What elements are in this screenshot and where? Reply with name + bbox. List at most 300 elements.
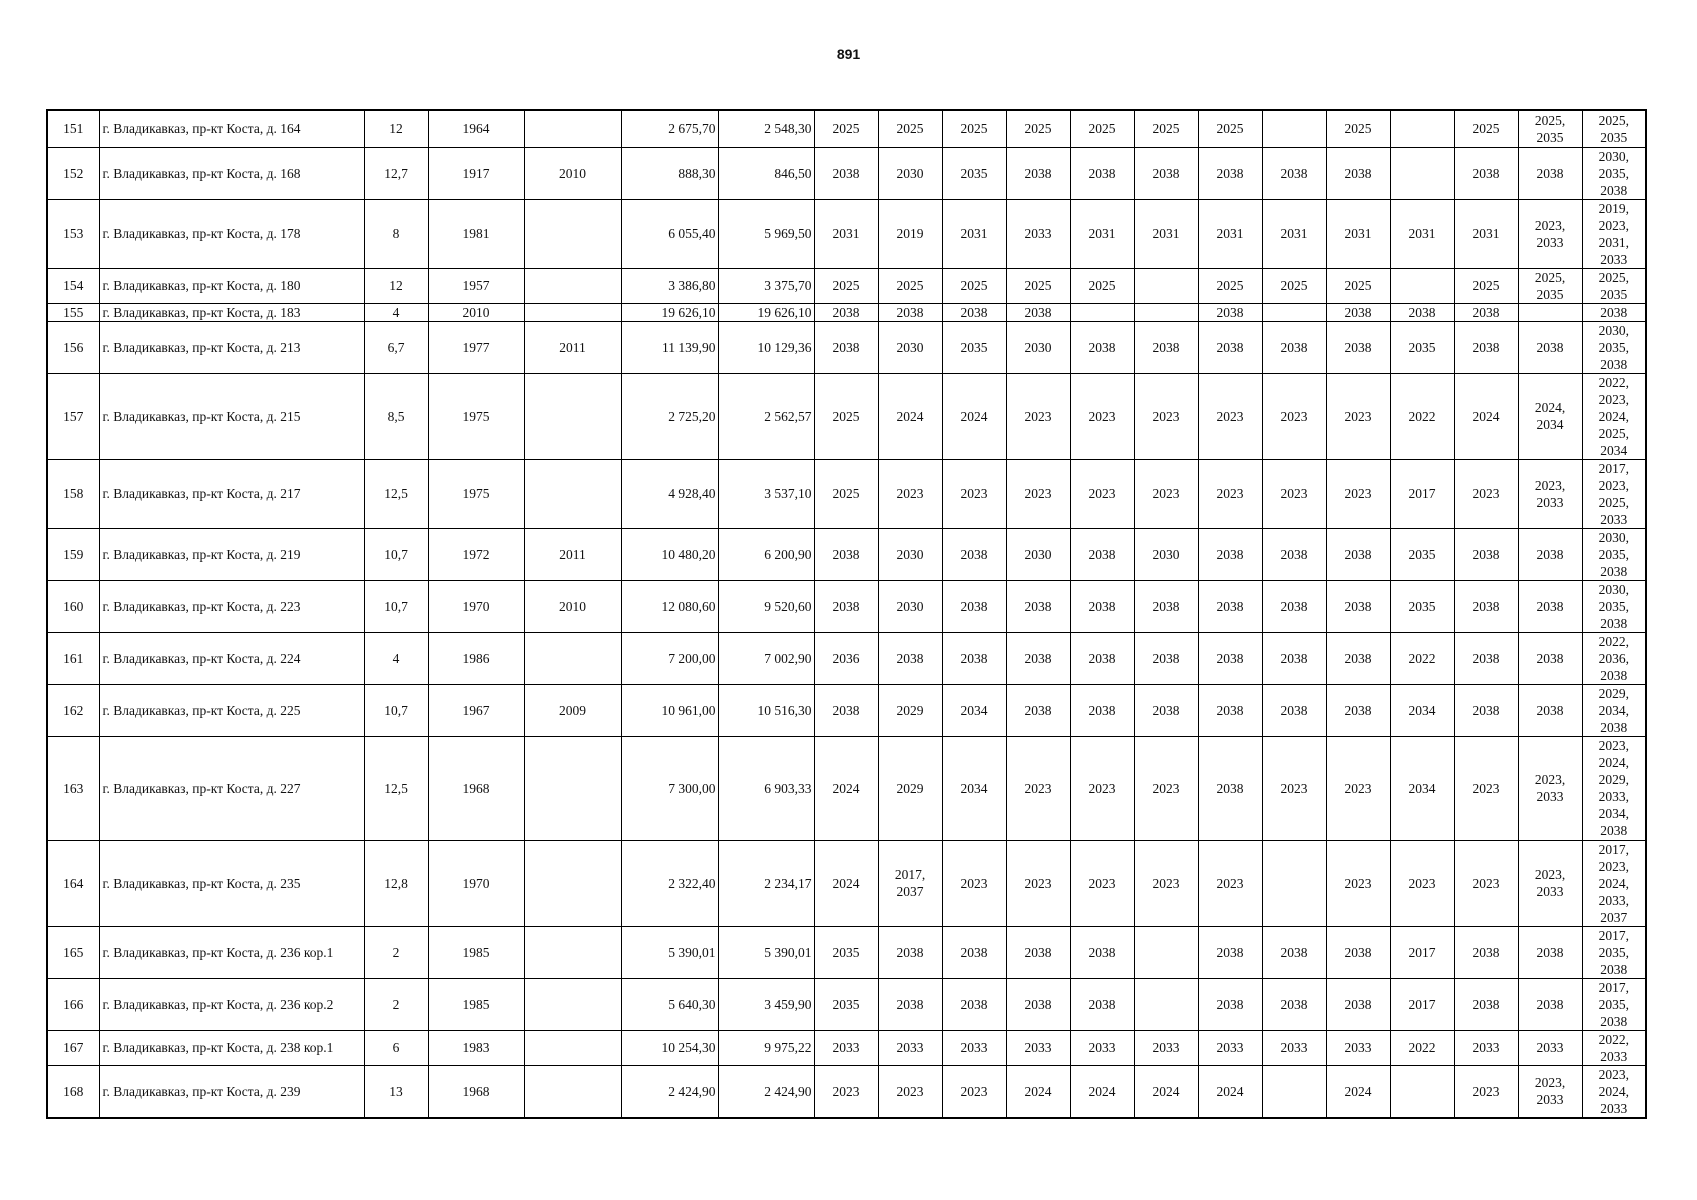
repair-year-cell: 2024, 2034 <box>1518 373 1582 459</box>
repair-year-cell: 2038 <box>1262 147 1326 199</box>
repair-year-cell: 2033 <box>1006 1030 1070 1065</box>
repair-year-cell: 2025, 2035 <box>1518 268 1582 303</box>
renovation-year-cell <box>524 110 621 147</box>
repair-year-cell: 2033 <box>1070 1030 1134 1065</box>
repair-year-cell: 2038 <box>1134 580 1198 632</box>
repair-year-cell: 2038 <box>1134 632 1198 684</box>
repair-year-cell: 2023, 2033 <box>1518 199 1582 268</box>
repair-year-cell: 2023 <box>1070 459 1134 528</box>
repair-year-cell: 2023 <box>1198 840 1262 926</box>
floors-cell: 12 <box>364 268 428 303</box>
repair-year-cell: 2038 <box>878 978 942 1030</box>
built-year-cell: 1975 <box>428 459 524 528</box>
total-area-cell: 11 139,90 <box>621 321 718 373</box>
total-area-cell: 12 080,60 <box>621 580 718 632</box>
repair-year-cell: 2025 <box>1134 110 1198 147</box>
repair-year-cell: 2038 <box>1070 147 1134 199</box>
repair-year-cell: 2025 <box>814 268 878 303</box>
total-area-cell: 6 055,40 <box>621 199 718 268</box>
repair-year-cell: 2023 <box>1326 373 1390 459</box>
floors-cell: 4 <box>364 303 428 321</box>
floors-cell: 2 <box>364 978 428 1030</box>
row-number-cell: 153 <box>47 199 99 268</box>
repair-year-cell: 2033 <box>1262 1030 1326 1065</box>
repair-year-cell: 2030, 2035, 2038 <box>1582 580 1646 632</box>
repair-year-cell: 2038 <box>1070 632 1134 684</box>
repair-year-cell: 2017, 2023, 2024, 2033, 2037 <box>1582 840 1646 926</box>
repair-year-cell: 2024 <box>1326 1065 1390 1118</box>
floors-cell: 8,5 <box>364 373 428 459</box>
floors-cell: 4 <box>364 632 428 684</box>
repair-year-cell <box>1390 110 1454 147</box>
repair-year-cell <box>1262 303 1326 321</box>
repair-year-cell: 2023 <box>1006 736 1070 840</box>
repair-year-cell <box>1390 147 1454 199</box>
table-row <box>47 736 1646 840</box>
address-cell: г. Владикавказ, пр-кт Коста, д. 225 <box>99 684 364 736</box>
repair-year-cell: 2024 <box>814 840 878 926</box>
built-year-cell: 1968 <box>428 736 524 840</box>
built-year-cell: 1964 <box>428 110 524 147</box>
row-number-cell: 156 <box>47 321 99 373</box>
table-row <box>47 1030 1646 1065</box>
repair-year-cell <box>1134 926 1198 978</box>
table-row <box>47 199 1646 268</box>
floors-cell: 12,7 <box>364 147 428 199</box>
living-area-cell: 3 537,10 <box>718 459 814 528</box>
repair-year-cell: 2038 <box>1454 632 1518 684</box>
address-cell: г. Владикавказ, пр-кт Коста, д. 213 <box>99 321 364 373</box>
repair-year-cell: 2038 <box>942 978 1006 1030</box>
repair-year-cell: 2035 <box>1390 528 1454 580</box>
repair-year-cell: 2031 <box>1390 199 1454 268</box>
repair-year-cell: 2025 <box>1262 268 1326 303</box>
table-row <box>47 321 1646 373</box>
floors-cell: 6 <box>364 1030 428 1065</box>
address-cell: г. Владикавказ, пр-кт Коста, д. 227 <box>99 736 364 840</box>
row-number-cell: 161 <box>47 632 99 684</box>
repair-year-cell: 2038 <box>1006 580 1070 632</box>
repair-year-cell: 2023 <box>1262 736 1326 840</box>
repair-year-cell: 2025 <box>878 268 942 303</box>
repair-year-cell <box>1134 978 1198 1030</box>
table-row <box>47 459 1646 528</box>
address-cell: г. Владикавказ, пр-кт Коста, д. 180 <box>99 268 364 303</box>
repair-year-cell: 2025 <box>814 459 878 528</box>
floors-cell: 2 <box>364 926 428 978</box>
repair-year-cell: 2038 <box>1454 528 1518 580</box>
repair-year-cell: 2038 <box>1326 684 1390 736</box>
repair-year-cell: 2038 <box>1198 580 1262 632</box>
total-area-cell: 3 386,80 <box>621 268 718 303</box>
repair-year-cell: 2038 <box>1006 147 1070 199</box>
repair-year-cell: 2024 <box>942 373 1006 459</box>
repair-year-cell: 2030, 2035, 2038 <box>1582 147 1646 199</box>
repair-year-cell: 2029, 2034, 2038 <box>1582 684 1646 736</box>
repair-year-cell: 2025, 2035 <box>1582 110 1646 147</box>
total-area-cell: 5 390,01 <box>621 926 718 978</box>
repair-year-cell: 2025 <box>942 268 1006 303</box>
repair-year-cell: 2023, 2033 <box>1518 1065 1582 1118</box>
repair-year-cell: 2038 <box>1006 632 1070 684</box>
renovation-year-cell <box>524 303 621 321</box>
repair-year-cell <box>1134 268 1198 303</box>
repair-year-cell: 2038 <box>1454 147 1518 199</box>
repair-year-cell: 2035 <box>1390 580 1454 632</box>
repair-year-cell: 2038 <box>942 303 1006 321</box>
built-year-cell: 1983 <box>428 1030 524 1065</box>
repair-year-cell: 2038 <box>1518 147 1582 199</box>
repair-year-cell: 2017 <box>1390 926 1454 978</box>
repair-year-cell: 2038 <box>942 632 1006 684</box>
repair-year-cell: 2023 <box>1070 373 1134 459</box>
repair-year-cell: 2023 <box>1070 736 1134 840</box>
renovation-year-cell <box>524 459 621 528</box>
repair-year-cell: 2038 <box>814 303 878 321</box>
repair-year-cell: 2024 <box>814 736 878 840</box>
repair-year-cell: 2023 <box>1070 840 1134 926</box>
repair-year-cell: 2023 <box>1006 459 1070 528</box>
repair-year-cell: 2034 <box>942 736 1006 840</box>
row-number-cell: 159 <box>47 528 99 580</box>
repair-year-cell: 2038 <box>1390 303 1454 321</box>
repair-year-cell: 2017 <box>1390 459 1454 528</box>
repair-year-cell: 2038 <box>1198 736 1262 840</box>
repair-year-cell: 2023 <box>1262 373 1326 459</box>
repair-year-cell: 2038 <box>1070 926 1134 978</box>
repair-year-cell: 2023 <box>1198 459 1262 528</box>
repair-year-cell: 2023 <box>1326 840 1390 926</box>
repair-year-cell: 2038 <box>814 580 878 632</box>
repair-year-cell: 2038 <box>1070 580 1134 632</box>
repair-year-cell: 2017, 2023, 2025, 2033 <box>1582 459 1646 528</box>
row-number-cell: 166 <box>47 978 99 1030</box>
repair-year-cell: 2031 <box>1134 199 1198 268</box>
address-cell: г. Владикавказ, пр-кт Коста, д. 215 <box>99 373 364 459</box>
repair-year-cell: 2029 <box>878 684 942 736</box>
total-area-cell: 10 961,00 <box>621 684 718 736</box>
table-row <box>47 840 1646 926</box>
address-cell: г. Владикавказ, пр-кт Коста, д. 236 кор.2 <box>99 978 364 1030</box>
built-year-cell: 1977 <box>428 321 524 373</box>
built-year-cell: 1975 <box>428 373 524 459</box>
repair-year-cell: 2035 <box>942 321 1006 373</box>
repair-year-cell: 2022, 2033 <box>1582 1030 1646 1065</box>
living-area-cell: 9 975,22 <box>718 1030 814 1065</box>
repair-year-cell: 2035 <box>1390 321 1454 373</box>
row-number-cell: 160 <box>47 580 99 632</box>
living-area-cell: 6 903,33 <box>718 736 814 840</box>
repair-year-cell: 2023 <box>942 1065 1006 1118</box>
repair-year-cell: 2023 <box>1454 840 1518 926</box>
repair-year-cell: 2022 <box>1390 632 1454 684</box>
repair-year-cell: 2023 <box>1006 373 1070 459</box>
renovation-year-cell <box>524 926 621 978</box>
total-area-cell: 4 928,40 <box>621 459 718 528</box>
built-year-cell: 1968 <box>428 1065 524 1118</box>
repair-year-cell: 2033 <box>878 1030 942 1065</box>
row-number-cell: 155 <box>47 303 99 321</box>
total-area-cell: 888,30 <box>621 147 718 199</box>
repair-year-cell: 2025 <box>1070 268 1134 303</box>
address-cell: г. Владикавказ, пр-кт Коста, д. 235 <box>99 840 364 926</box>
total-area-cell: 10 480,20 <box>621 528 718 580</box>
table-row <box>47 632 1646 684</box>
floors-cell: 12,5 <box>364 459 428 528</box>
repair-year-cell: 2038 <box>1518 580 1582 632</box>
repair-year-cell: 2038 <box>1326 926 1390 978</box>
row-number-cell: 168 <box>47 1065 99 1118</box>
repair-year-cell: 2038 <box>1262 684 1326 736</box>
total-area-cell: 19 626,10 <box>621 303 718 321</box>
repair-year-cell: 2023 <box>1134 840 1198 926</box>
repair-year-cell: 2038 <box>1582 303 1646 321</box>
repair-year-cell: 2023 <box>878 459 942 528</box>
repair-year-cell: 2023, 2033 <box>1518 840 1582 926</box>
repair-year-cell: 2038 <box>878 926 942 978</box>
floors-cell: 12 <box>364 110 428 147</box>
repair-year-cell: 2025 <box>1006 110 1070 147</box>
floors-cell: 10,7 <box>364 580 428 632</box>
repair-year-cell: 2030 <box>1006 528 1070 580</box>
repair-year-cell: 2030, 2035, 2038 <box>1582 321 1646 373</box>
repair-year-cell: 2024 <box>1006 1065 1070 1118</box>
repair-year-cell: 2033 <box>1326 1030 1390 1065</box>
renovation-year-cell <box>524 373 621 459</box>
repair-year-cell: 2025 <box>1070 110 1134 147</box>
repair-year-cell: 2022, 2036, 2038 <box>1582 632 1646 684</box>
repair-year-cell: 2038 <box>1198 321 1262 373</box>
built-year-cell: 1986 <box>428 632 524 684</box>
floors-cell: 13 <box>364 1065 428 1118</box>
row-number-cell: 154 <box>47 268 99 303</box>
repair-year-cell: 2038 <box>1326 321 1390 373</box>
repair-year-cell: 2038 <box>1262 926 1326 978</box>
built-year-cell: 1957 <box>428 268 524 303</box>
table-body <box>47 110 1646 1118</box>
repair-year-cell: 2023, 2033 <box>1518 736 1582 840</box>
repair-year-cell: 2038 <box>1326 580 1390 632</box>
row-number-cell: 157 <box>47 373 99 459</box>
repair-year-cell: 2024 <box>1070 1065 1134 1118</box>
total-area-cell: 5 640,30 <box>621 978 718 1030</box>
repair-year-cell: 2038 <box>878 632 942 684</box>
repair-year-cell <box>1070 303 1134 321</box>
table-row <box>47 684 1646 736</box>
renovation-year-cell <box>524 199 621 268</box>
repair-year-cell: 2025 <box>1198 110 1262 147</box>
table-row <box>47 926 1646 978</box>
renovation-year-cell <box>524 840 621 926</box>
repair-year-cell: 2024 <box>1454 373 1518 459</box>
table-row <box>47 978 1646 1030</box>
repair-year-cell: 2038 <box>1454 978 1518 1030</box>
repair-year-cell: 2038 <box>814 684 878 736</box>
renovation-year-cell: 2010 <box>524 147 621 199</box>
floors-cell: 12,8 <box>364 840 428 926</box>
repair-year-cell: 2038 <box>942 528 1006 580</box>
repair-year-cell: 2038 <box>1006 684 1070 736</box>
repair-year-cell: 2038 <box>1326 632 1390 684</box>
repair-year-cell: 2023 <box>1454 459 1518 528</box>
repair-year-cell: 2033 <box>942 1030 1006 1065</box>
repair-year-cell: 2038 <box>1198 303 1262 321</box>
repair-year-cell: 2023, 2033 <box>1518 459 1582 528</box>
built-year-cell: 1967 <box>428 684 524 736</box>
repair-year-cell <box>1262 110 1326 147</box>
repair-year-cell: 2038 <box>1198 528 1262 580</box>
table-row <box>47 528 1646 580</box>
repair-year-cell: 2038 <box>1454 321 1518 373</box>
total-area-cell: 2 675,70 <box>621 110 718 147</box>
renovation-year-cell <box>524 1065 621 1118</box>
repair-year-cell: 2019 <box>878 199 942 268</box>
repair-year-cell: 2038 <box>1198 632 1262 684</box>
repair-year-cell: 2038 <box>1070 321 1134 373</box>
repair-year-cell: 2025 <box>878 110 942 147</box>
renovation-year-cell <box>524 736 621 840</box>
repair-year-cell: 2038 <box>1134 321 1198 373</box>
address-cell: г. Владикавказ, пр-кт Коста, д. 164 <box>99 110 364 147</box>
repair-year-cell: 2038 <box>1198 926 1262 978</box>
repair-year-cell: 2031 <box>1326 199 1390 268</box>
repair-year-cell: 2023 <box>814 1065 878 1118</box>
repair-year-cell: 2024 <box>878 373 942 459</box>
repair-year-cell: 2038 <box>1454 926 1518 978</box>
repair-year-cell: 2031 <box>814 199 878 268</box>
repair-year-cell: 2025 <box>814 110 878 147</box>
living-area-cell: 10 516,30 <box>718 684 814 736</box>
repair-year-cell: 2023 <box>878 1065 942 1118</box>
repair-year-cell <box>1134 303 1198 321</box>
repair-year-cell: 2023 <box>1134 736 1198 840</box>
renovation-year-cell <box>524 1030 621 1065</box>
repair-year-cell: 2025, 2035 <box>1582 268 1646 303</box>
repair-year-cell <box>1390 268 1454 303</box>
repair-year-cell: 2024 <box>1198 1065 1262 1118</box>
repair-year-cell: 2038 <box>1070 978 1134 1030</box>
repair-year-cell: 2038 <box>942 926 1006 978</box>
repair-year-cell: 2017, 2035, 2038 <box>1582 926 1646 978</box>
repair-year-cell: 2038 <box>1262 632 1326 684</box>
page-number: 891 <box>836 46 861 62</box>
repair-year-cell: 2038 <box>1518 528 1582 580</box>
repair-year-cell: 2025 <box>814 373 878 459</box>
living-area-cell: 2 562,57 <box>718 373 814 459</box>
repair-year-cell: 2025 <box>1006 268 1070 303</box>
repair-year-cell: 2023 <box>1262 459 1326 528</box>
renovation-year-cell <box>524 632 621 684</box>
repair-year-cell: 2023 <box>1326 459 1390 528</box>
built-year-cell: 1981 <box>428 199 524 268</box>
repair-year-cell <box>1390 1065 1454 1118</box>
address-cell: г. Владикавказ, пр-кт Коста, д. 178 <box>99 199 364 268</box>
living-area-cell: 9 520,60 <box>718 580 814 632</box>
repair-year-cell: 2034 <box>1390 736 1454 840</box>
row-number-cell: 167 <box>47 1030 99 1065</box>
address-cell: г. Владикавказ, пр-кт Коста, д. 238 кор.1 <box>99 1030 364 1065</box>
living-area-cell: 6 200,90 <box>718 528 814 580</box>
address-cell: г. Владикавказ, пр-кт Коста, д. 183 <box>99 303 364 321</box>
renovation-year-cell <box>524 978 621 1030</box>
living-area-cell: 3 459,90 <box>718 978 814 1030</box>
floors-cell: 12,5 <box>364 736 428 840</box>
repair-year-cell: 2023 <box>1134 373 1198 459</box>
repair-year-cell: 2023 <box>1134 459 1198 528</box>
living-area-cell: 19 626,10 <box>718 303 814 321</box>
built-year-cell: 1972 <box>428 528 524 580</box>
repair-year-cell: 2038 <box>1070 684 1134 736</box>
repair-year-cell: 2038 <box>1262 580 1326 632</box>
repair-year-cell: 2025 <box>1326 110 1390 147</box>
built-year-cell: 1970 <box>428 580 524 632</box>
living-area-cell: 2 424,90 <box>718 1065 814 1118</box>
repair-year-cell: 2038 <box>1198 684 1262 736</box>
row-number-cell: 158 <box>47 459 99 528</box>
repair-year-cell: 2038 <box>878 303 942 321</box>
repair-year-cell: 2036 <box>814 632 878 684</box>
built-year-cell: 2010 <box>428 303 524 321</box>
repair-year-cell <box>1262 840 1326 926</box>
repair-year-cell: 2038 <box>1006 926 1070 978</box>
repair-year-cell: 2038 <box>1262 528 1326 580</box>
repair-year-cell: 2038 <box>1454 684 1518 736</box>
repair-year-cell: 2038 <box>814 528 878 580</box>
table-row <box>47 268 1646 303</box>
repair-year-cell: 2038 <box>1518 632 1582 684</box>
repair-year-cell: 2035 <box>942 147 1006 199</box>
renovation-year-cell: 2011 <box>524 321 621 373</box>
repair-year-cell: 2038 <box>1198 147 1262 199</box>
repair-year-cell: 2038 <box>814 321 878 373</box>
repair-year-cell: 2023 <box>1390 840 1454 926</box>
total-area-cell: 2 322,40 <box>621 840 718 926</box>
repair-year-cell: 2024 <box>1134 1065 1198 1118</box>
address-cell: г. Владикавказ, пр-кт Коста, д. 168 <box>99 147 364 199</box>
repair-year-cell: 2038 <box>1326 303 1390 321</box>
floors-cell: 6,7 <box>364 321 428 373</box>
total-area-cell: 7 300,00 <box>621 736 718 840</box>
repair-year-cell: 2038 <box>1006 303 1070 321</box>
table-row <box>47 373 1646 459</box>
repair-year-cell: 2038 <box>1262 321 1326 373</box>
repair-year-cell: 2023, 2024, 2033 <box>1582 1065 1646 1118</box>
repair-year-cell: 2038 <box>1262 978 1326 1030</box>
table-row <box>47 1065 1646 1118</box>
renovation-year-cell <box>524 268 621 303</box>
repair-year-cell: 2023 <box>1198 373 1262 459</box>
repair-year-cell: 2033 <box>1518 1030 1582 1065</box>
living-area-cell: 7 002,90 <box>718 632 814 684</box>
repair-year-cell: 2035 <box>814 926 878 978</box>
repair-year-cell: 2038 <box>1518 978 1582 1030</box>
repair-year-cell: 2030 <box>878 528 942 580</box>
repair-year-cell: 2023 <box>1326 736 1390 840</box>
built-year-cell: 1970 <box>428 840 524 926</box>
living-area-cell: 5 969,50 <box>718 199 814 268</box>
repair-year-cell: 2025 <box>1454 268 1518 303</box>
built-year-cell: 1985 <box>428 978 524 1030</box>
row-number-cell: 162 <box>47 684 99 736</box>
repair-year-cell: 2038 <box>1134 684 1198 736</box>
floors-cell: 10,7 <box>364 684 428 736</box>
renovation-year-cell: 2010 <box>524 580 621 632</box>
repair-year-cell: 2025 <box>942 110 1006 147</box>
repair-year-cell: 2038 <box>1198 978 1262 1030</box>
repair-year-cell: 2038 <box>1326 978 1390 1030</box>
repair-year-cell: 2031 <box>1262 199 1326 268</box>
renovation-year-cell: 2009 <box>524 684 621 736</box>
